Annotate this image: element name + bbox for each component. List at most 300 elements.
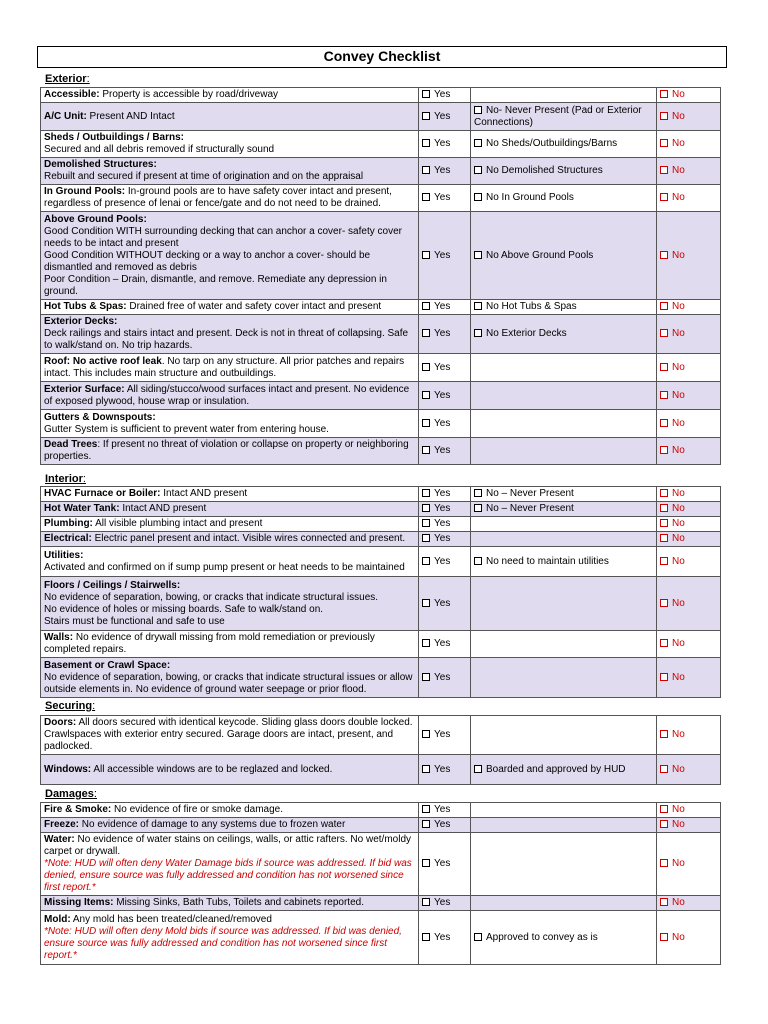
no-label: No <box>672 638 685 649</box>
yes-cell <box>419 185 471 212</box>
alternate-option-cell <box>471 212 657 300</box>
yes-cell <box>419 354 471 382</box>
yes-label: Yes <box>434 804 451 815</box>
no-checkbox[interactable] <box>660 446 668 454</box>
alternate-option-checkbox[interactable] <box>474 193 482 201</box>
item-text: All siding/stucco/wood surfaces intact and present. No evidence of exposed plywood, house wrap or insulation. <box>44 383 410 407</box>
no-cell <box>657 517 721 532</box>
yes-checkbox[interactable] <box>422 599 430 607</box>
checklist-row <box>41 410 721 438</box>
yes-cell <box>419 88 471 103</box>
yes-checkbox[interactable] <box>422 933 430 941</box>
alternate-option-label: No need to maintain utilities <box>486 555 609 567</box>
item-description <box>41 487 419 502</box>
yes-cell <box>419 131 471 158</box>
no-cell <box>657 103 721 131</box>
yes-checkbox[interactable] <box>422 391 430 399</box>
item-title: Demolished Structures: <box>44 159 157 170</box>
yes-checkbox[interactable] <box>422 112 430 120</box>
item-text: All doors secured with identical keycode. Sliding glass doors double locked. Crawlspaces with exterior entry secured. Garage doors are intact, present, and padlocked. <box>44 717 413 752</box>
no-label: No <box>672 445 685 456</box>
no-checkbox[interactable] <box>660 329 668 337</box>
item-text: In-ground pools are to have safety cover intact and present, regardless of presence of lenai or fence/gate and do not need to be drained. <box>44 186 392 209</box>
yes-label: Yes <box>434 192 451 203</box>
no-label: No <box>672 138 685 149</box>
item-title: Hot Tubs & Spas: <box>44 301 127 312</box>
alternate-option-cell <box>471 631 657 658</box>
no-cell <box>657 487 721 502</box>
alternate-option-cell <box>471 716 657 755</box>
no-cell <box>657 911 721 965</box>
no-label: No <box>672 89 685 100</box>
item-text: Present AND Intact <box>86 110 175 122</box>
alternate-option-checkbox[interactable] <box>474 106 482 114</box>
no-label: No <box>672 763 685 775</box>
no-checkbox[interactable] <box>660 898 668 906</box>
alternate-option-cell <box>471 158 657 185</box>
no-checkbox[interactable] <box>660 193 668 201</box>
item-title: Mold: <box>44 913 71 925</box>
checklist-row <box>41 131 721 158</box>
item-text: Gutter System is sufficient to prevent water from entering house. <box>44 423 329 435</box>
item-text: : If present no threat of violation or collapse on property or neighboring properties. <box>44 439 409 462</box>
item-description <box>41 382 419 410</box>
checklist-row <box>41 577 721 631</box>
yes-cell <box>419 818 471 833</box>
yes-label: Yes <box>434 89 451 100</box>
section-label-text: Interior <box>45 473 83 485</box>
item-text: No evidence of fire or smoke damage. <box>111 804 284 815</box>
no-checkbox[interactable] <box>660 534 668 542</box>
no-checkbox[interactable] <box>660 805 668 813</box>
yes-cell <box>419 487 471 502</box>
alternate-option-label: No Above Ground Pools <box>486 249 594 261</box>
item-text: Property is accessible by road/driveway <box>99 89 279 100</box>
alternate-option-cell <box>471 833 657 896</box>
item-title: Fire & Smoke: <box>44 804 112 815</box>
alternate-option-cell <box>471 755 657 785</box>
yes-label: Yes <box>434 249 451 261</box>
item-title: Roof: No active roof leak <box>44 355 162 367</box>
item-description <box>41 185 419 212</box>
checklist-row <box>41 382 721 410</box>
yes-cell <box>419 911 471 965</box>
no-checkbox[interactable] <box>660 139 668 147</box>
item-description <box>41 818 419 833</box>
no-label: No <box>672 931 685 943</box>
no-cell <box>657 158 721 185</box>
no-cell <box>657 631 721 658</box>
item-text: . No tarp on any structure. All prior patches and repairs intact. This includes main structure and outbuildings. <box>44 355 405 379</box>
yes-checkbox[interactable] <box>422 251 430 259</box>
checklist-table-exterior <box>40 87 721 465</box>
no-label: No <box>672 804 685 815</box>
no-cell <box>657 658 721 698</box>
no-checkbox[interactable] <box>660 933 668 941</box>
item-text: Intact AND present <box>119 503 207 514</box>
alternate-option-cell <box>471 410 657 438</box>
yes-cell <box>419 410 471 438</box>
alternate-option-label: Approved to convey as is <box>486 931 598 943</box>
item-description <box>41 803 419 818</box>
alternate-option-cell <box>471 896 657 911</box>
yes-label: Yes <box>434 110 451 122</box>
item-description <box>41 502 419 517</box>
yes-cell <box>419 896 471 911</box>
checklist-row <box>41 716 721 755</box>
yes-checkbox[interactable] <box>422 504 430 512</box>
item-description <box>41 300 419 315</box>
no-checkbox[interactable] <box>660 302 668 310</box>
alternate-option-cell <box>471 577 657 631</box>
no-cell <box>657 212 721 300</box>
page-title: Convey Checklist <box>37 46 727 68</box>
item-description <box>41 354 419 382</box>
alternate-option-label: No – Never Present <box>486 503 574 514</box>
item-text: Deck railings and stairs intact and present. Deck is not in threat of collapsing. Safe to walk/stand on. No trip hazards. <box>44 328 409 351</box>
yes-label: Yes <box>434 389 451 401</box>
item-title: Electrical: <box>44 533 92 544</box>
item-text: Good Condition WITH surrounding decking that can anchor a cover- safety cover needs to be intact and present Good Condition WITHOUT decking or a way to anchor a cover- should be dismantled and removed as debris Poor Condition – Drain, dismantle, and remove. Remediate any depression in ground. <box>44 225 402 297</box>
alternate-option-label: No Hot Tubs & Spas <box>486 301 577 312</box>
yes-label: Yes <box>434 417 451 429</box>
yes-checkbox[interactable] <box>422 519 430 527</box>
item-title: Exterior Surface: <box>44 383 125 395</box>
item-title: Exterior Decks: <box>44 316 118 327</box>
alternate-option-label: No Sheds/Outbuildings/Barns <box>486 138 618 149</box>
no-label: No <box>672 301 685 312</box>
item-title: Plumbing: <box>44 518 93 529</box>
no-checkbox[interactable] <box>660 90 668 98</box>
yes-label: Yes <box>434 301 451 312</box>
item-text: Intact AND present <box>160 488 248 499</box>
no-label: No <box>672 389 685 401</box>
checklist-table-securing <box>40 715 721 785</box>
no-checkbox[interactable] <box>660 673 668 681</box>
item-title: Accessible: <box>44 89 100 100</box>
yes-checkbox[interactable] <box>422 329 430 337</box>
no-checkbox[interactable] <box>660 599 668 607</box>
checklist-row <box>41 354 721 382</box>
checklist-row <box>41 755 721 785</box>
yes-checkbox[interactable] <box>422 302 430 310</box>
item-title: Water: <box>44 834 75 845</box>
item-title: Dead Trees <box>44 439 98 450</box>
no-cell <box>657 803 721 818</box>
no-cell <box>657 88 721 103</box>
item-description <box>41 658 419 698</box>
no-checkbox[interactable] <box>660 730 668 738</box>
yes-cell <box>419 300 471 315</box>
yes-checkbox[interactable] <box>422 765 430 773</box>
checklist-row <box>41 185 721 212</box>
no-cell <box>657 410 721 438</box>
item-description <box>41 577 419 631</box>
yes-label: Yes <box>434 931 451 943</box>
item-title: A/C Unit: <box>44 110 87 122</box>
checklist-row <box>41 158 721 185</box>
yes-label: Yes <box>434 503 451 514</box>
checklist-row <box>41 658 721 698</box>
yes-label: Yes <box>434 763 451 775</box>
yes-cell <box>419 755 471 785</box>
yes-checkbox[interactable] <box>422 673 430 681</box>
checklist-row <box>41 300 721 315</box>
no-checkbox[interactable] <box>660 391 668 399</box>
no-label: No <box>672 192 685 203</box>
section-label-securing: Securing: <box>45 700 96 712</box>
no-cell <box>657 438 721 465</box>
alternate-option-checkbox[interactable] <box>474 139 482 147</box>
section-label-text: Damages <box>45 788 94 800</box>
item-title: Walls: <box>44 632 74 643</box>
yes-label: Yes <box>434 328 451 339</box>
item-text: All accessible windows are to be reglazed and locked. <box>91 763 333 775</box>
no-label: No <box>672 729 685 740</box>
alternate-option-cell <box>471 818 657 833</box>
no-checkbox[interactable] <box>660 363 668 371</box>
no-cell <box>657 755 721 785</box>
alternate-option-checkbox[interactable] <box>474 557 482 565</box>
yes-cell <box>419 517 471 532</box>
no-cell <box>657 716 721 755</box>
item-text: No evidence of separation, bowing, or cracks that indicate structural issues. No evidence of holes or missing boards. Safe to walk/stand on. Stairs must be functional and safe to use <box>44 591 379 627</box>
yes-cell <box>419 158 471 185</box>
item-title: Above Ground Pools: <box>44 213 147 225</box>
item-description <box>41 547 419 577</box>
alternate-option-cell <box>471 517 657 532</box>
yes-checkbox[interactable] <box>422 446 430 454</box>
yes-checkbox[interactable] <box>422 557 430 565</box>
alternate-option-cell <box>471 315 657 354</box>
no-checkbox[interactable] <box>660 519 668 527</box>
yes-label: Yes <box>434 555 451 567</box>
yes-cell <box>419 577 471 631</box>
yes-checkbox[interactable] <box>422 534 430 542</box>
item-text: Rebuilt and secured if present at time of origination and on the appraisal <box>44 171 364 182</box>
no-cell <box>657 532 721 547</box>
yes-cell <box>419 382 471 410</box>
yes-checkbox[interactable] <box>422 898 430 906</box>
checklist-row <box>41 502 721 517</box>
no-checkbox[interactable] <box>660 504 668 512</box>
section-label-interior: Interior: <box>45 473 86 485</box>
alternate-option-cell <box>471 658 657 698</box>
no-label: No <box>672 597 685 609</box>
no-checkbox[interactable] <box>660 419 668 427</box>
yes-checkbox[interactable] <box>422 489 430 497</box>
checklist-row <box>41 103 721 131</box>
yes-label: Yes <box>434 445 451 456</box>
checklist-row <box>41 896 721 911</box>
item-description <box>41 212 419 300</box>
alternate-option-cell <box>471 185 657 212</box>
alternate-option-label: No Exterior Decks <box>486 328 567 339</box>
item-text: Activated and confirmed on if sump pump present or heat needs to be maintained <box>44 561 405 573</box>
item-title: Missing Items: <box>44 897 114 908</box>
checklist-row <box>41 818 721 833</box>
item-title: Freeze: <box>44 819 80 830</box>
alternate-option-cell <box>471 382 657 410</box>
alternate-option-checkbox[interactable] <box>474 166 482 174</box>
item-title: Utilities: <box>44 549 84 561</box>
no-cell <box>657 833 721 896</box>
item-text: Secured and all debris removed if structurally sound <box>44 144 275 155</box>
alternate-option-checkbox[interactable] <box>474 329 482 337</box>
yes-cell <box>419 716 471 755</box>
no-checkbox[interactable] <box>660 489 668 497</box>
item-description <box>41 517 419 532</box>
no-label: No <box>672 361 685 373</box>
yes-checkbox[interactable] <box>422 805 430 813</box>
yes-checkbox[interactable] <box>422 859 430 867</box>
no-label: No <box>672 165 685 176</box>
yes-cell <box>419 803 471 818</box>
yes-label: Yes <box>434 819 451 830</box>
no-label: No <box>672 417 685 429</box>
no-checkbox[interactable] <box>660 112 668 120</box>
yes-cell <box>419 547 471 577</box>
checklist-row <box>41 911 721 965</box>
yes-cell <box>419 658 471 698</box>
yes-label: Yes <box>434 488 451 499</box>
alternate-option-cell <box>471 532 657 547</box>
checklist-row <box>41 547 721 577</box>
no-checkbox[interactable] <box>660 166 668 174</box>
alternate-option-checkbox[interactable] <box>474 933 482 941</box>
alternate-option-checkbox[interactable] <box>474 489 482 497</box>
alternate-option-cell <box>471 300 657 315</box>
item-title: In Ground Pools: <box>44 186 126 197</box>
yes-label: Yes <box>434 597 451 609</box>
item-note: *Note: HUD will often deny Mold bids if source was addressed. If bid was denied, ensure source was fully addressed and condition has not worsened since first report.* <box>44 925 402 961</box>
alternate-option-cell <box>471 911 657 965</box>
checklist-row <box>41 803 721 818</box>
yes-checkbox[interactable] <box>422 363 430 371</box>
yes-checkbox[interactable] <box>422 139 430 147</box>
no-cell <box>657 818 721 833</box>
alternate-option-checkbox[interactable] <box>474 765 482 773</box>
yes-label: Yes <box>434 897 451 908</box>
yes-checkbox[interactable] <box>422 730 430 738</box>
yes-checkbox[interactable] <box>422 820 430 828</box>
item-description <box>41 103 419 131</box>
yes-checkbox[interactable] <box>422 90 430 98</box>
no-label: No <box>672 503 685 514</box>
item-description <box>41 755 419 785</box>
checklist-row <box>41 631 721 658</box>
item-description <box>41 896 419 911</box>
yes-label: Yes <box>434 361 451 373</box>
checklist-row <box>41 833 721 896</box>
alternate-option-cell <box>471 354 657 382</box>
yes-cell <box>419 103 471 131</box>
alternate-option-checkbox[interactable] <box>474 504 482 512</box>
item-text: Any mold has been treated/cleaned/removed <box>70 913 272 925</box>
alternate-option-cell <box>471 131 657 158</box>
alternate-option-label: No- Never Present (Pad or Exterior Connections) <box>474 104 642 128</box>
yes-checkbox[interactable] <box>422 166 430 174</box>
alternate-option-checkbox[interactable] <box>474 251 482 259</box>
checklist-row <box>41 212 721 300</box>
section-label-damages: Damages: <box>45 788 97 800</box>
item-description <box>41 911 419 965</box>
item-title: Sheds / Outbuildings / Barns: <box>44 132 185 143</box>
no-cell <box>657 896 721 911</box>
item-title: HVAC Furnace or Boiler: <box>44 488 161 499</box>
no-label: No <box>672 555 685 567</box>
yes-label: Yes <box>434 858 451 869</box>
item-title: Floors / Ceilings / Stairwells: <box>44 579 181 591</box>
yes-cell <box>419 212 471 300</box>
item-text: Drained free of water and safety cover intact and present <box>126 301 382 312</box>
item-text: No evidence of water stains on ceilings, walls, or attic rafters. No wet/moldy carpet or drywall. <box>44 834 411 857</box>
no-checkbox[interactable] <box>660 820 668 828</box>
no-cell <box>657 502 721 517</box>
yes-label: Yes <box>434 533 451 544</box>
item-text: No evidence of drywall missing from mold remediation or previously completed repairs. <box>44 632 375 655</box>
item-note: *Note: HUD will often deny Water Damage bids if source was addressed. If bid was denied, ensure source was fully addressed and condition has not worsened since first report.* <box>44 858 412 893</box>
item-text: No evidence of damage to any systems due to frozen water <box>79 819 346 830</box>
no-label: No <box>672 249 685 261</box>
no-checkbox[interactable] <box>660 251 668 259</box>
yes-cell <box>419 502 471 517</box>
alternate-option-cell <box>471 103 657 131</box>
no-label: No <box>672 533 685 544</box>
no-checkbox[interactable] <box>660 557 668 565</box>
checklist-row <box>41 88 721 103</box>
alternate-option-cell <box>471 487 657 502</box>
yes-cell <box>419 833 471 896</box>
alternate-option-checkbox[interactable] <box>474 302 482 310</box>
yes-label: Yes <box>434 138 451 149</box>
yes-cell <box>419 438 471 465</box>
item-text: Electric panel present and intact. Visible wires connected and present. <box>91 533 406 544</box>
no-label: No <box>672 518 685 529</box>
no-label: No <box>672 488 685 499</box>
section-label-text: Exterior <box>45 73 87 85</box>
yes-label: Yes <box>434 165 451 176</box>
yes-label: Yes <box>434 671 451 683</box>
no-cell <box>657 577 721 631</box>
yes-label: Yes <box>434 729 451 740</box>
item-description <box>41 716 419 755</box>
item-title: Hot Water Tank: <box>44 503 120 514</box>
no-checkbox[interactable] <box>660 859 668 867</box>
no-checkbox[interactable] <box>660 639 668 647</box>
item-title: Gutters & Downspouts: <box>44 411 156 423</box>
alternate-option-label: No – Never Present <box>486 488 574 499</box>
checklist-row <box>41 487 721 502</box>
item-description <box>41 833 419 896</box>
yes-checkbox[interactable] <box>422 639 430 647</box>
checklist-row <box>41 532 721 547</box>
checklist-table-damages <box>40 802 721 965</box>
no-checkbox[interactable] <box>660 765 668 773</box>
alternate-option-cell <box>471 502 657 517</box>
alternate-option-cell <box>471 438 657 465</box>
alternate-option-cell <box>471 88 657 103</box>
section-label-exterior: Exterior: <box>45 73 90 85</box>
item-description <box>41 438 419 465</box>
yes-label: Yes <box>434 638 451 649</box>
yes-checkbox[interactable] <box>422 419 430 427</box>
yes-cell <box>419 532 471 547</box>
item-description <box>41 532 419 547</box>
yes-checkbox[interactable] <box>422 193 430 201</box>
checklist-row <box>41 517 721 532</box>
no-cell <box>657 382 721 410</box>
